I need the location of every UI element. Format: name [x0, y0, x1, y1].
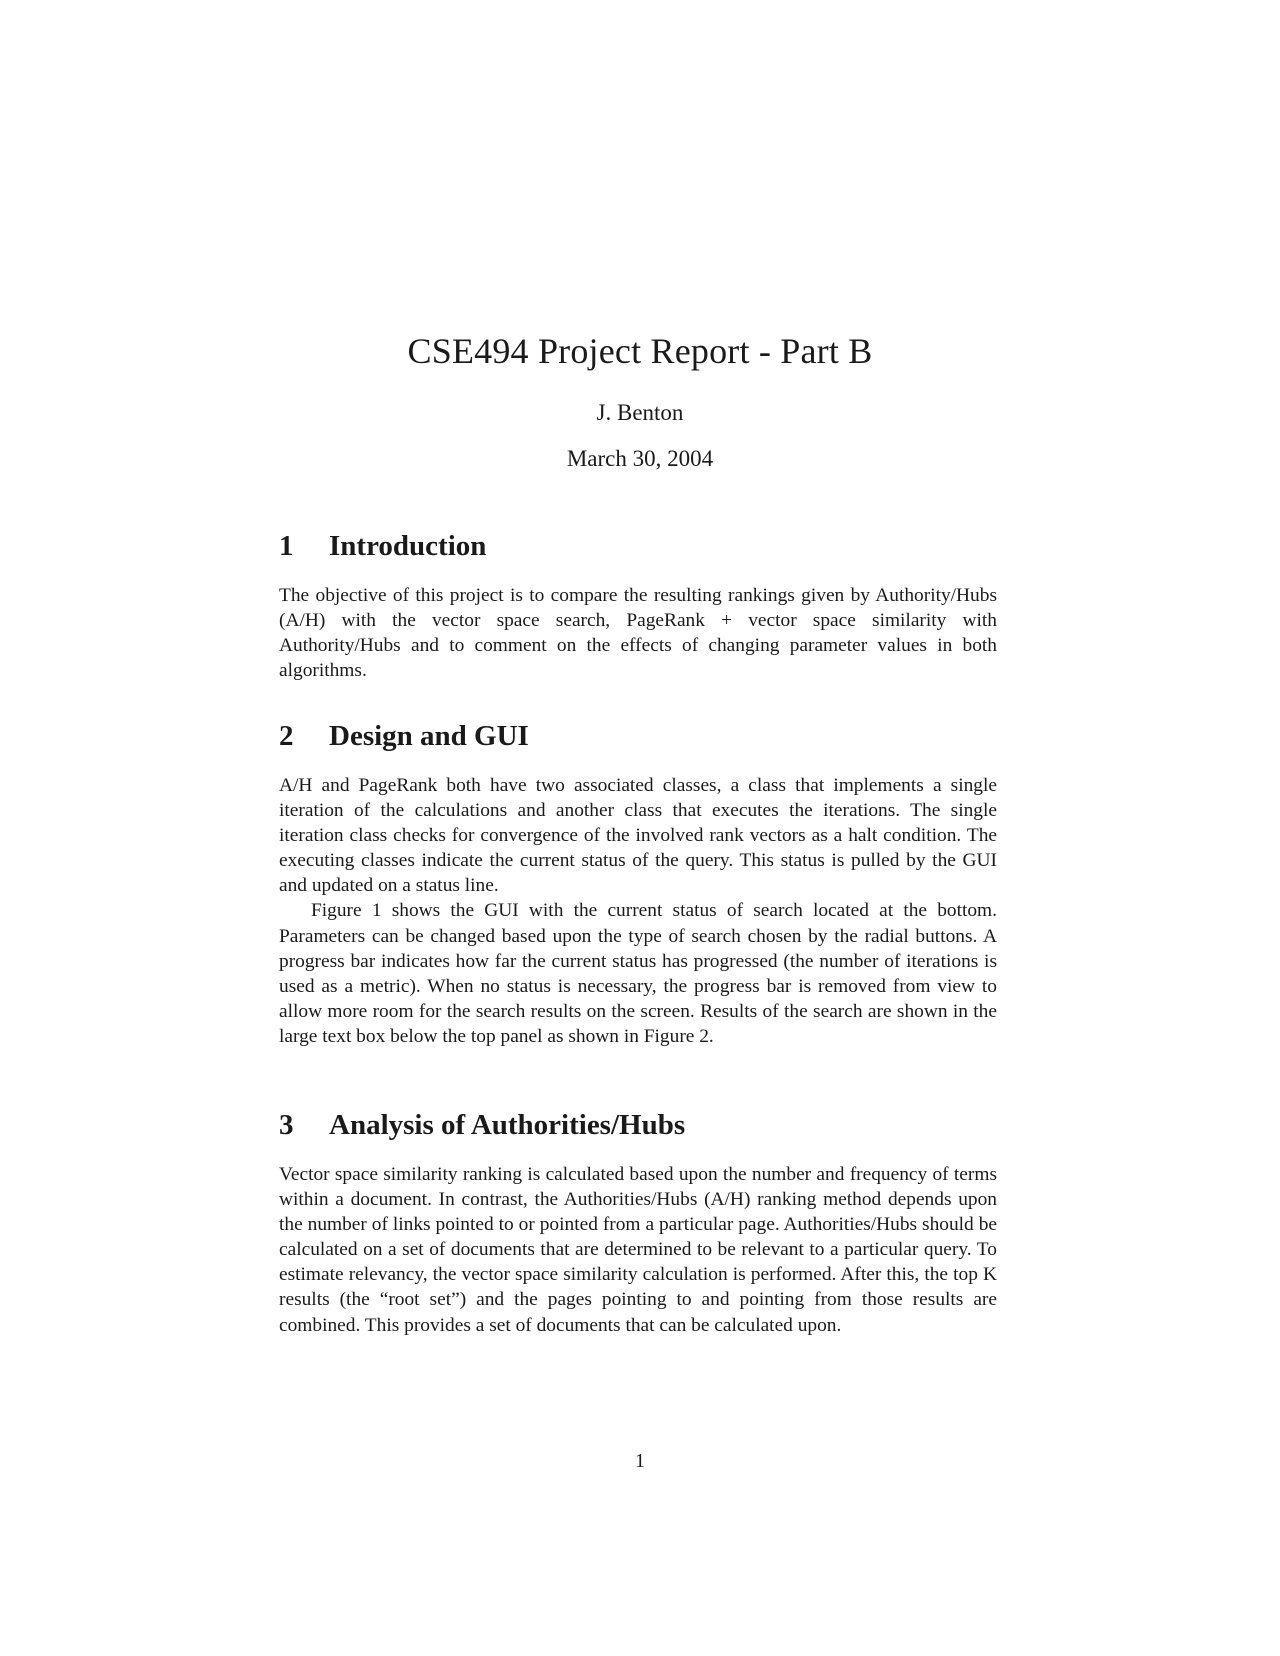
section-heading: [279, 530, 997, 563]
section-title: Design and GUI: [329, 720, 529, 752]
section-number: 3: [279, 1109, 294, 1141]
date: March 30, 2004: [566, 446, 714, 471]
paragraph: The objective of this project is to compare the resulting rankings given by Authority/Hubs (A/H) with the vector space search, PageRank + vector space similarity with Authority/Hubs and to comment on the effects of changing parameter values in both algorithms.: [279, 585, 997, 682]
section-heading: [279, 1109, 997, 1142]
section-number: 2: [279, 720, 294, 752]
section-analysis-of-authorities-hubs: [279, 1109, 997, 1338]
section-title: Analysis of Authorities/Hubs: [329, 1109, 686, 1141]
section-number: 1: [279, 530, 294, 562]
section-heading: [279, 720, 997, 753]
section-introduction: [279, 530, 997, 683]
paragraph: Figure 1 shows the GUI with the current status of search located at the bottom. Parameters can be changed based upon the type of search chosen by the radial buttons. A progress bar indicates how far the current status has progressed (the number of iterations is used as a metric). When no status is necessary, the progress bar is removed from view to allow more room for the search results on the screen. Results of the search are shown in the large text box below the top panel as shown in Figure 2.: [279, 900, 997, 1047]
page-number: 1: [635, 1450, 645, 1472]
title-block: [0, 330, 1280, 472]
section-design-and-gui: [279, 720, 997, 1049]
section-title: Introduction: [329, 530, 487, 562]
paragraph: A/H and PageRank both have two associated classes, a class that implements a single iteration of the calculations and another class that executes the iterations. The single iteration class checks for convergence of the involved rank vectors as a halt condition. The executing classes indicate the current status of the query. This status is pulled by the GUI and updated on a status line.: [279, 775, 997, 897]
page-title: CSE494 Project Report - Part B: [407, 331, 873, 371]
author: J. Benton: [596, 400, 684, 425]
paragraph: Vector space similarity ranking is calculated based upon the number and frequency of terms within a document. In contrast, the Authorities/Hubs (A/H) ranking method depends upon the number of links pointed to or pointed from a particular page. Authorities/Hubs should be calculated on a set of documents that are determined to be relevant to a particular query. To estimate relevancy, the vector space similarity calculation is performed. After this, the top K results (the “root set”) and the pages pointing to and pointing from those results are combined. This provides a set of documents that can be calculated upon.: [279, 1164, 997, 1336]
